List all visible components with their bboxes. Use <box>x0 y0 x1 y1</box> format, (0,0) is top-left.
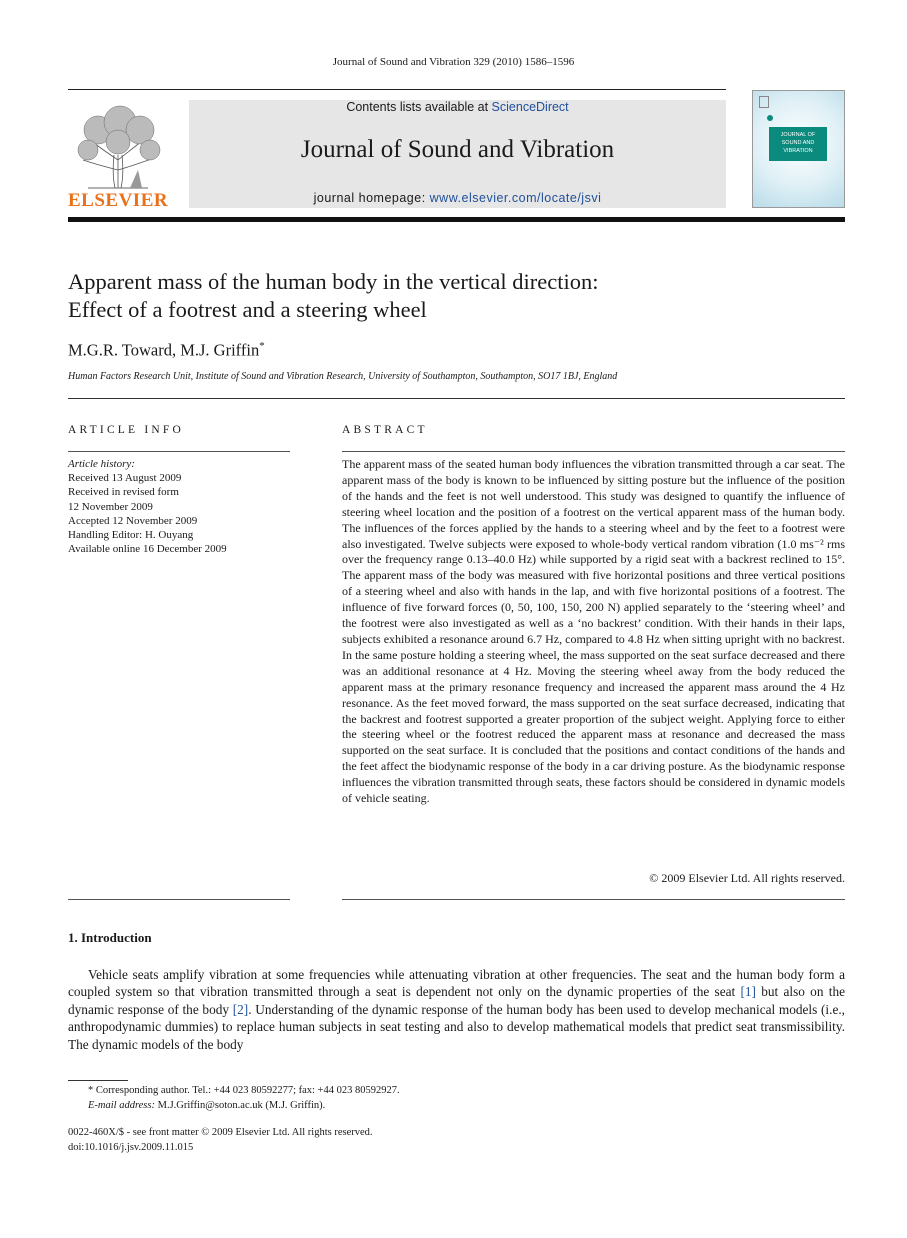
abstract-text: The apparent mass of the seated human body influences the vibration transmitted through a car seat. The apparent mass of the body is known to be influenced by sitting posture but the influence of the position of the hands and the feet is not well understood. This study was designed to quantify the influence of steering wheel location and the position of a footrest on the vertical apparent mass of the human body. The influences of the forces applied by the hands to a steering wheel and by the feet to a footrest were also investigated. Twelve subjects were exposed to whole-body vertical random vibration (1.0 ms⁻² rms over the frequency range 0.13–40.0 Hz) while supported by a rigid seat with a backrest reclined to 15°. The apparent mass of the body was measured with five horizontal positions and three vertical positions of a steering wheel and also with hands in the lap, and with five horizontal positions of a footrest. The influence of five forward forces (0, 50, 100, 150, 200 N) applied separately to the ‘steering wheel’ and the footrest were also investigated as well as a ‘no backrest’ condition. With their hands in their laps, subjects exhibited a resonance around 6.7 Hz, compared to 4.8 Hz when sitting upright with no backrest. In the same posture holding a steering wheel, the mass supported on the seat surface decreased and there was an additional resonance at 4 Hz. Moving the steering wheel away from the body reduced the apparent mass at the primary resonance frequency and increased the apparent mass around the 4 Hz resonance. As the feet moved forward, the mass supported on the seat surface decreased, indicating that the backrest and footrest supported a greater proportion of the subject weight. Applying force to either the steering wheel or the footrest reduced the apparent mass at resonance and decreased the mass supported on the seat surface. It is concluded that the positions and contact conditions of the hands and the feet affect the biodynamic response of the body in a car driving posture. As the biodynamic response influences the vibration transmitted through seats, these factors should be considered in dynamic models of vehicle seating. <box>342 457 845 806</box>
history-item: Received in revised form <box>68 486 179 499</box>
doi-line: doi:10.1016/j.jsv.2009.11.015 <box>68 1142 194 1153</box>
contents-line <box>189 100 726 114</box>
cover-title-line: VIBRATION <box>783 148 813 154</box>
abstract-rule-top <box>342 451 845 452</box>
history-item: Received 13 August 2009 <box>68 472 182 485</box>
email-value[interactable]: M.J.Griffin@soton.ac.uk (M.J. Griffin). <box>154 1100 326 1111</box>
article-title-line: Apparent mass of the human body in the vertical direction: <box>68 269 599 294</box>
introduction-text <box>68 966 845 1053</box>
cover-logo-icon <box>759 96 769 108</box>
history-item: 12 November 2009 <box>68 500 153 513</box>
footnote <box>68 1083 845 1113</box>
introduction-heading: 1. Introduction <box>68 930 152 945</box>
abstract-rule-bottom <box>342 899 845 900</box>
article-title <box>68 268 848 324</box>
article-info-rule-bottom <box>68 899 290 900</box>
reference-link-2[interactable]: [2] <box>232 1001 249 1017</box>
article-info-heading: ARTICLE INFO <box>68 424 184 436</box>
journal-citation: Journal of Sound and Vibration 329 (2010) 1586–1596 <box>332 56 575 68</box>
cover-title-box <box>769 127 827 161</box>
journal-cover-thumbnail <box>752 90 845 208</box>
affiliation-rule <box>68 398 845 399</box>
header-rule-top <box>68 89 726 90</box>
journal-title: Journal of Sound and Vibration <box>300 136 615 163</box>
author-names: M.G.R. Toward, M.J. Griffin <box>68 340 260 360</box>
cover-mark-icon <box>767 115 773 121</box>
affiliation: Human Factors Research Unit, Institute of Sound and Vibration Research, University of Southampton, Southampton, SO17 1BJ, England <box>68 371 618 382</box>
intro-text-part: Vehicle seats amplify vibration at some frequencies while attenuating vibration at other frequencies. The seat and the human body form a coupled system so that vibration transmitted through a seat is dependent not only on the dynamic properties of the seat <box>68 967 845 1000</box>
article-info-rule-top <box>68 451 290 452</box>
homepage-link[interactable]: www.elsevier.com/locate/jsvi <box>429 191 602 205</box>
intro-text-part: but also on the dynamic response of the body <box>68 984 845 1017</box>
abstract-copyright: © 2009 Elsevier Ltd. All rights reserved. <box>649 871 845 885</box>
email-label: E-mail address: <box>88 1100 155 1111</box>
corresponding-author-mark[interactable]: * <box>259 340 265 352</box>
sciencedirect-link[interactable]: ScienceDirect <box>491 100 569 114</box>
journal-masthead <box>189 100 726 208</box>
reference-link-1[interactable]: [1] <box>740 984 756 1000</box>
abstract-heading: ABSTRACT <box>342 424 428 436</box>
homepage-prefix: journal homepage: <box>313 191 430 205</box>
article-history-label: Article history: <box>68 458 135 470</box>
front-matter-line: 0022-460X/$ - see front matter © 2009 Elsevier Ltd. All rights reserved. <box>68 1127 373 1138</box>
homepage-line <box>189 191 726 205</box>
contents-prefix: Contents lists available at <box>346 100 492 114</box>
corresponding-author-note: * Corresponding author. Tel.: +44 023 80592277; fax: +44 023 80592927. <box>88 1085 400 1096</box>
header-rule-bottom <box>68 217 845 222</box>
email-note <box>68 1098 845 1113</box>
footnote-rule <box>68 1080 128 1081</box>
intro-text-part: . Understanding of the dynamic response of the human body has been used to develop mechanical models (i.e., anthropodynamic dummies) to replace human subjects in seat testing and also to develop mathematical models that predict seat transmissibility. The dynamic models of the body <box>68 1001 845 1052</box>
article-title-line: Effect of a footrest and a steering wheel <box>68 297 427 322</box>
history-item: Handling Editor: H. Ouyang <box>68 529 194 542</box>
history-item: Available online 16 December 2009 <box>68 543 227 556</box>
article-history <box>68 457 290 556</box>
authors <box>68 340 265 361</box>
cover-title-line: JOURNAL OF <box>780 132 816 138</box>
history-item: Accepted 12 November 2009 <box>68 514 198 527</box>
elsevier-wordmark: ELSEVIER <box>68 190 169 211</box>
cover-title-line: SOUND AND <box>781 140 815 146</box>
page-footer <box>68 1125 845 1155</box>
